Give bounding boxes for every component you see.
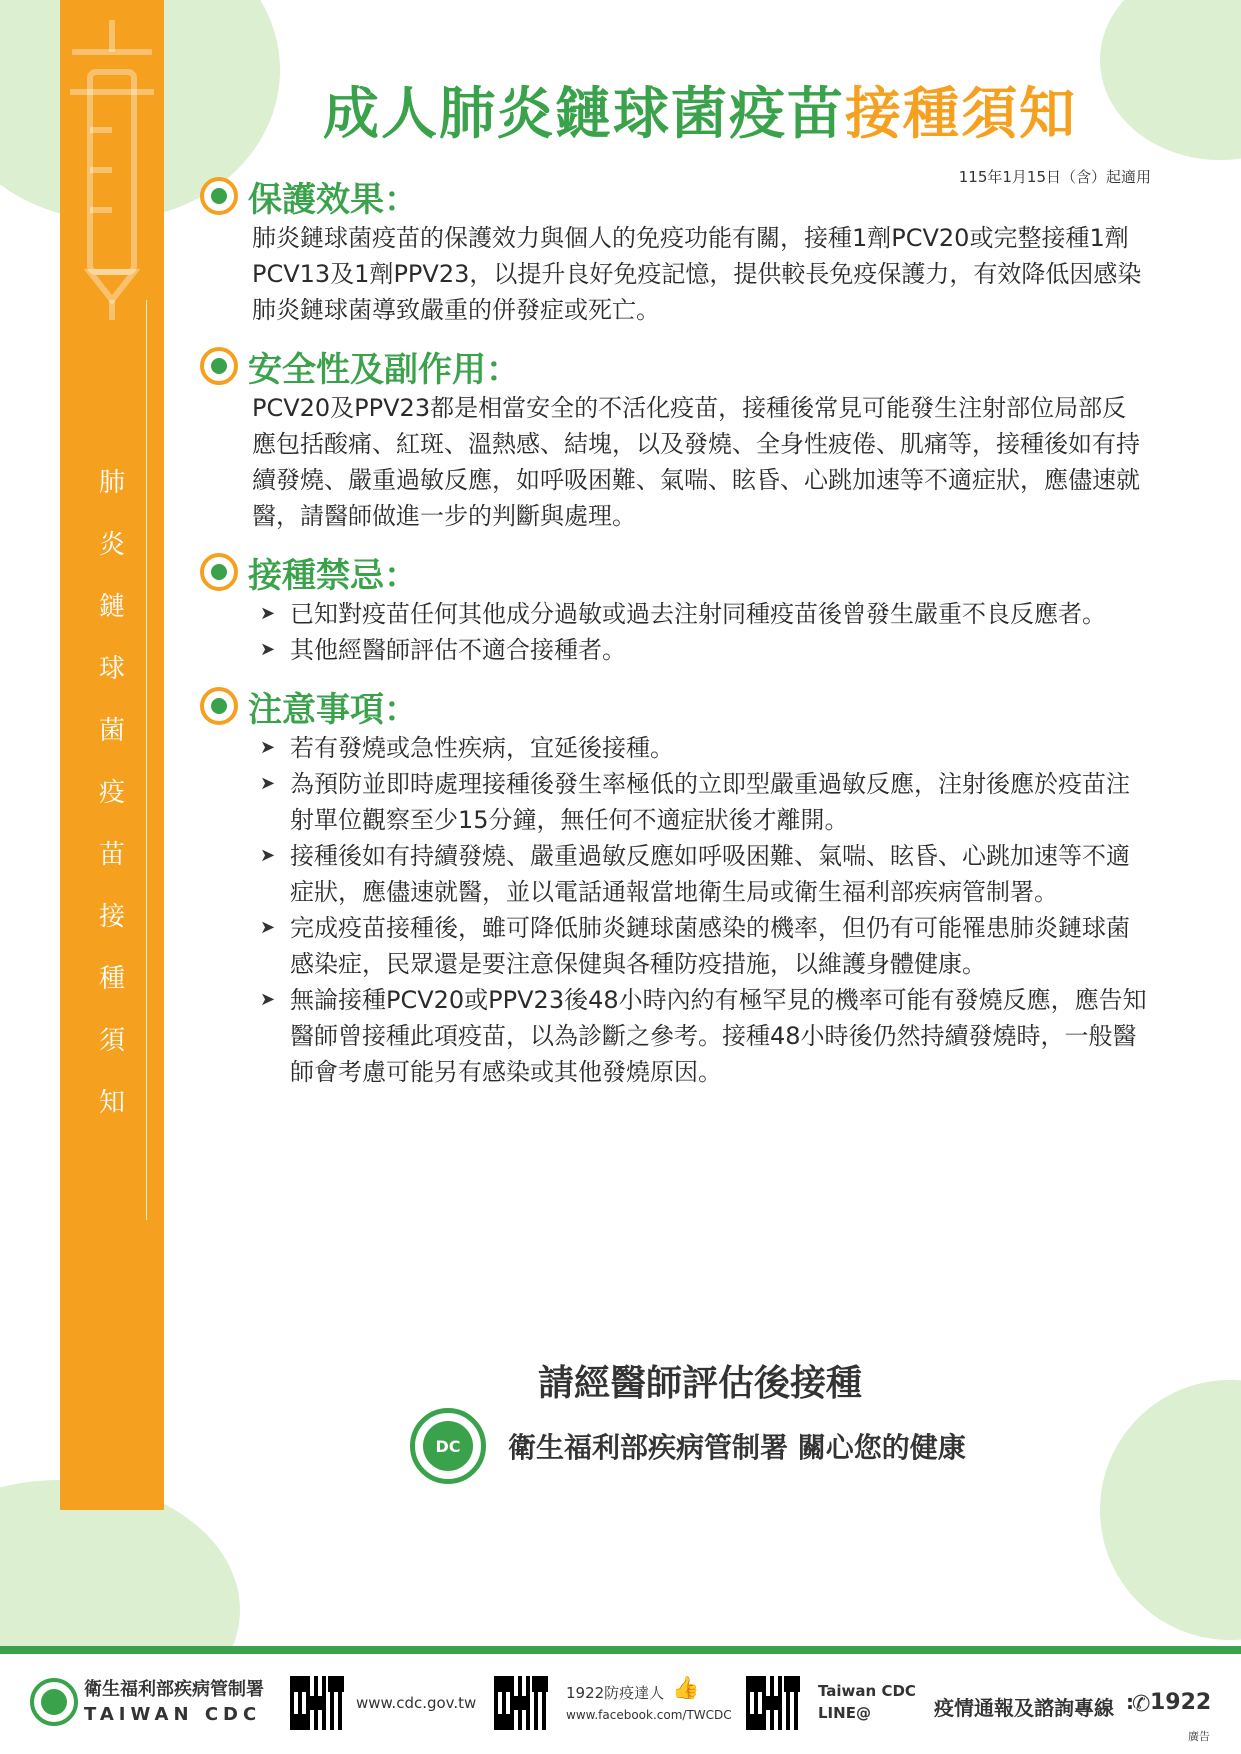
sidebar-char: 炎 [98,530,125,560]
facebook-qr-code[interactable] [494,1676,548,1730]
sidebar-char: 苗 [98,840,125,870]
vaccine-badge-icon [200,177,238,215]
precaution-list [200,730,1150,1090]
list-item: ➤ 無論接種PCV20或PPV23後48小時內約有極罕見的機率可能有發燒反應，應告知醫師曾接種此項疫苗，以為診斷之參考。接種48小時後仍然持續發燒時，一般醫師會考慮可能另有感染或其他發燒原因。 [260,982,1150,1090]
section-safety [200,342,1150,534]
main-content [200,172,1150,1104]
section-title: 保護效果： [248,179,418,220]
section-heading [200,548,1150,596]
sidebar-char: 須 [98,1026,125,1056]
sidebar-char: 肺 [98,468,125,498]
vaccine-badge-icon [200,687,238,725]
footer-org-en: TAIWAN CDC [84,1704,262,1725]
closing-statement: 請經醫師評估後接種 [537,1363,862,1404]
section-protection [200,172,1150,328]
effective-date: 115年1月15日（含）起適用 [958,168,1151,186]
contraindication-list [200,596,1150,668]
section-precautions [200,682,1150,1090]
list-item: ➤ 接種後如有持續發燒、嚴重過敏反應如呼吸困難、氣喘、眩昏、心跳加速等不適症狀，應儘速就醫，並以電話通報當地衛生局或衛生福利部疾病管制署。 [260,838,1150,910]
line-name[interactable]: Taiwan CDC [818,1682,916,1700]
line-qr-code[interactable] [746,1676,800,1730]
footer-cdc-logo [30,1678,78,1726]
page-title-highlight: 接種須知 [845,82,1077,147]
cdc-slogan: 衛生福利部疾病管制署 關心您的健康 [508,1431,966,1464]
section-heading [200,172,1150,220]
footer-org-name: 衛生福利部疾病管制署 [84,1679,264,1700]
hotline-label: 疫情通報及諮詢專線 [934,1696,1114,1720]
facebook-name[interactable]: 1922防疫達人 [566,1684,665,1702]
sidebar-vertical-title [60,470,164,1152]
sidebar-char: 鏈 [98,592,125,622]
list-item: ➤ 若有發燒或急性疾病，宜延後接種。 [260,730,1150,766]
footer-cdc-logo-mark [41,1689,67,1715]
list-item: ➤ 其他經醫師評估不適合接種者。 [260,632,1150,668]
vaccine-badge-icon [200,553,238,591]
vaccine-badge-icon [200,347,238,385]
section-text: PCV20及PPV23都是相當安全的不活化疫苗，接種後常見可能發生注射部位局部反應包括酸痛、紅斑、溫熱感、結塊，以及發燒、全身性疲倦、肌痛等，接種後如有持續發燒、嚴重過敏反應，如呼吸困難、氣喘、眩昏、心跳加速等不適症狀，應儘速就醫，請醫師做進一步的判斷與處理。 [252,394,1140,530]
section-contraindications [200,548,1150,668]
section-title: 接種禁忌： [248,555,418,596]
section-heading [200,342,1150,390]
section-heading [200,682,1150,730]
syringe-icon [60,20,164,320]
cdc-logo [410,1408,486,1484]
sidebar-char: 疫 [98,778,125,808]
hotline-number[interactable]: 1922 [1150,1690,1212,1715]
list-item: ➤ 完成疫苗接種後，雖可降低肺炎鏈球菌感染的機率，但仍有可能罹患肺炎鏈球菌感染症，民眾還是要注意保健與各種防疫措施，以維護身體健康。 [260,910,1150,982]
section-text: 肺炎鏈球菌疫苗的保護效力與個人的免疫功能有關，接種1劑PCV20或完整接種1劑PCV13及1劑PPV23，以提升良好免疫記憶，提供較長免疫保護力，有效降低因感染肺炎鏈球菌導致嚴重的併發症或死亡。 [252,224,1142,324]
hotline-colon: : [1126,1690,1134,1714]
sidebar-char: 菌 [98,716,125,746]
phone-icon: ✆ [1132,1692,1151,1717]
footer-divider [0,1646,1241,1654]
decor-blob-bottom-right [1100,1380,1241,1640]
website-link[interactable]: www.cdc.gov.tw [356,1694,477,1712]
section-title: 安全性及副作用： [248,349,520,390]
website-qr-code[interactable] [290,1676,344,1730]
sidebar-char: 球 [98,654,125,684]
cdc-logo-mark: DC [423,1421,473,1471]
cdc-signature [410,1408,966,1484]
page-title [160,70,1240,150]
sidebar-char: 知 [98,1088,125,1118]
section-title: 注意事項： [248,689,418,730]
sidebar [60,0,164,1510]
facebook-url[interactable]: www.facebook.com/TWCDC [566,1708,732,1722]
list-item: ➤ 已知對疫苗任何其他成分過敏或過去注射同種疫苗後曾發生嚴重不良反應者。 [260,596,1150,632]
list-item: ➤ 為預防並即時處理接種後發生率極低的立即型嚴重過敏反應，注射後應於疫苗注射單位觀察至少15分鐘，無任何不適症狀後才離開。 [260,766,1150,838]
sidebar-char: 種 [98,964,125,994]
footer [0,1654,1241,1754]
sidebar-char: 接 [98,902,125,932]
page-title-main: 成人肺炎鏈球菌疫苗 [323,82,845,147]
thumbs-up-icon: 👍 [672,1676,700,1701]
ad-label: 廣告 [1188,1730,1210,1743]
line-label[interactable]: LINE@ [818,1704,871,1722]
